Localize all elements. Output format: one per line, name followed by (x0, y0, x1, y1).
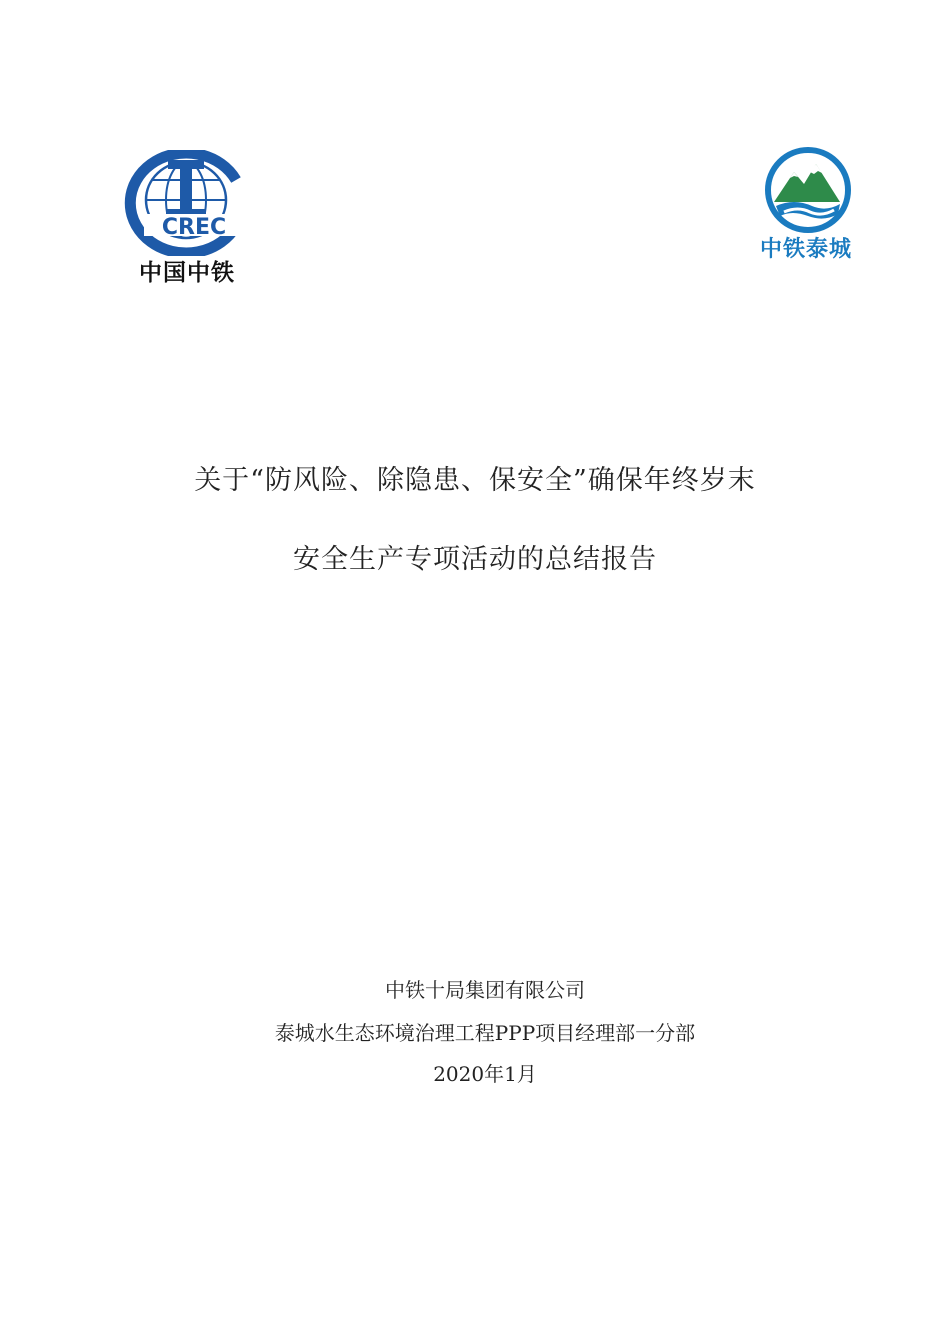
mountain-river-emblem-icon (764, 146, 852, 234)
company-name: 中铁十局集团有限公司 (385, 978, 585, 1002)
report-title-line-1: 关于“防风险、除隐患、保安全”确保年终岁末 (194, 465, 756, 496)
report-title-line-2: 安全生产专项活动的总结报告 (293, 544, 657, 575)
department-name: 泰城水生态环境治理工程PPP项目经理部一分部 (274, 1021, 696, 1045)
crec-emblem-icon (122, 150, 250, 256)
report-date: 2020年1月 (433, 1062, 537, 1086)
taicheng-logo-caption: 中铁泰城 (759, 237, 852, 262)
crec-logo-caption: 中国中铁 (139, 260, 235, 286)
crec-emblem-text: CREC (161, 215, 227, 240)
taicheng-logo (764, 146, 852, 234)
